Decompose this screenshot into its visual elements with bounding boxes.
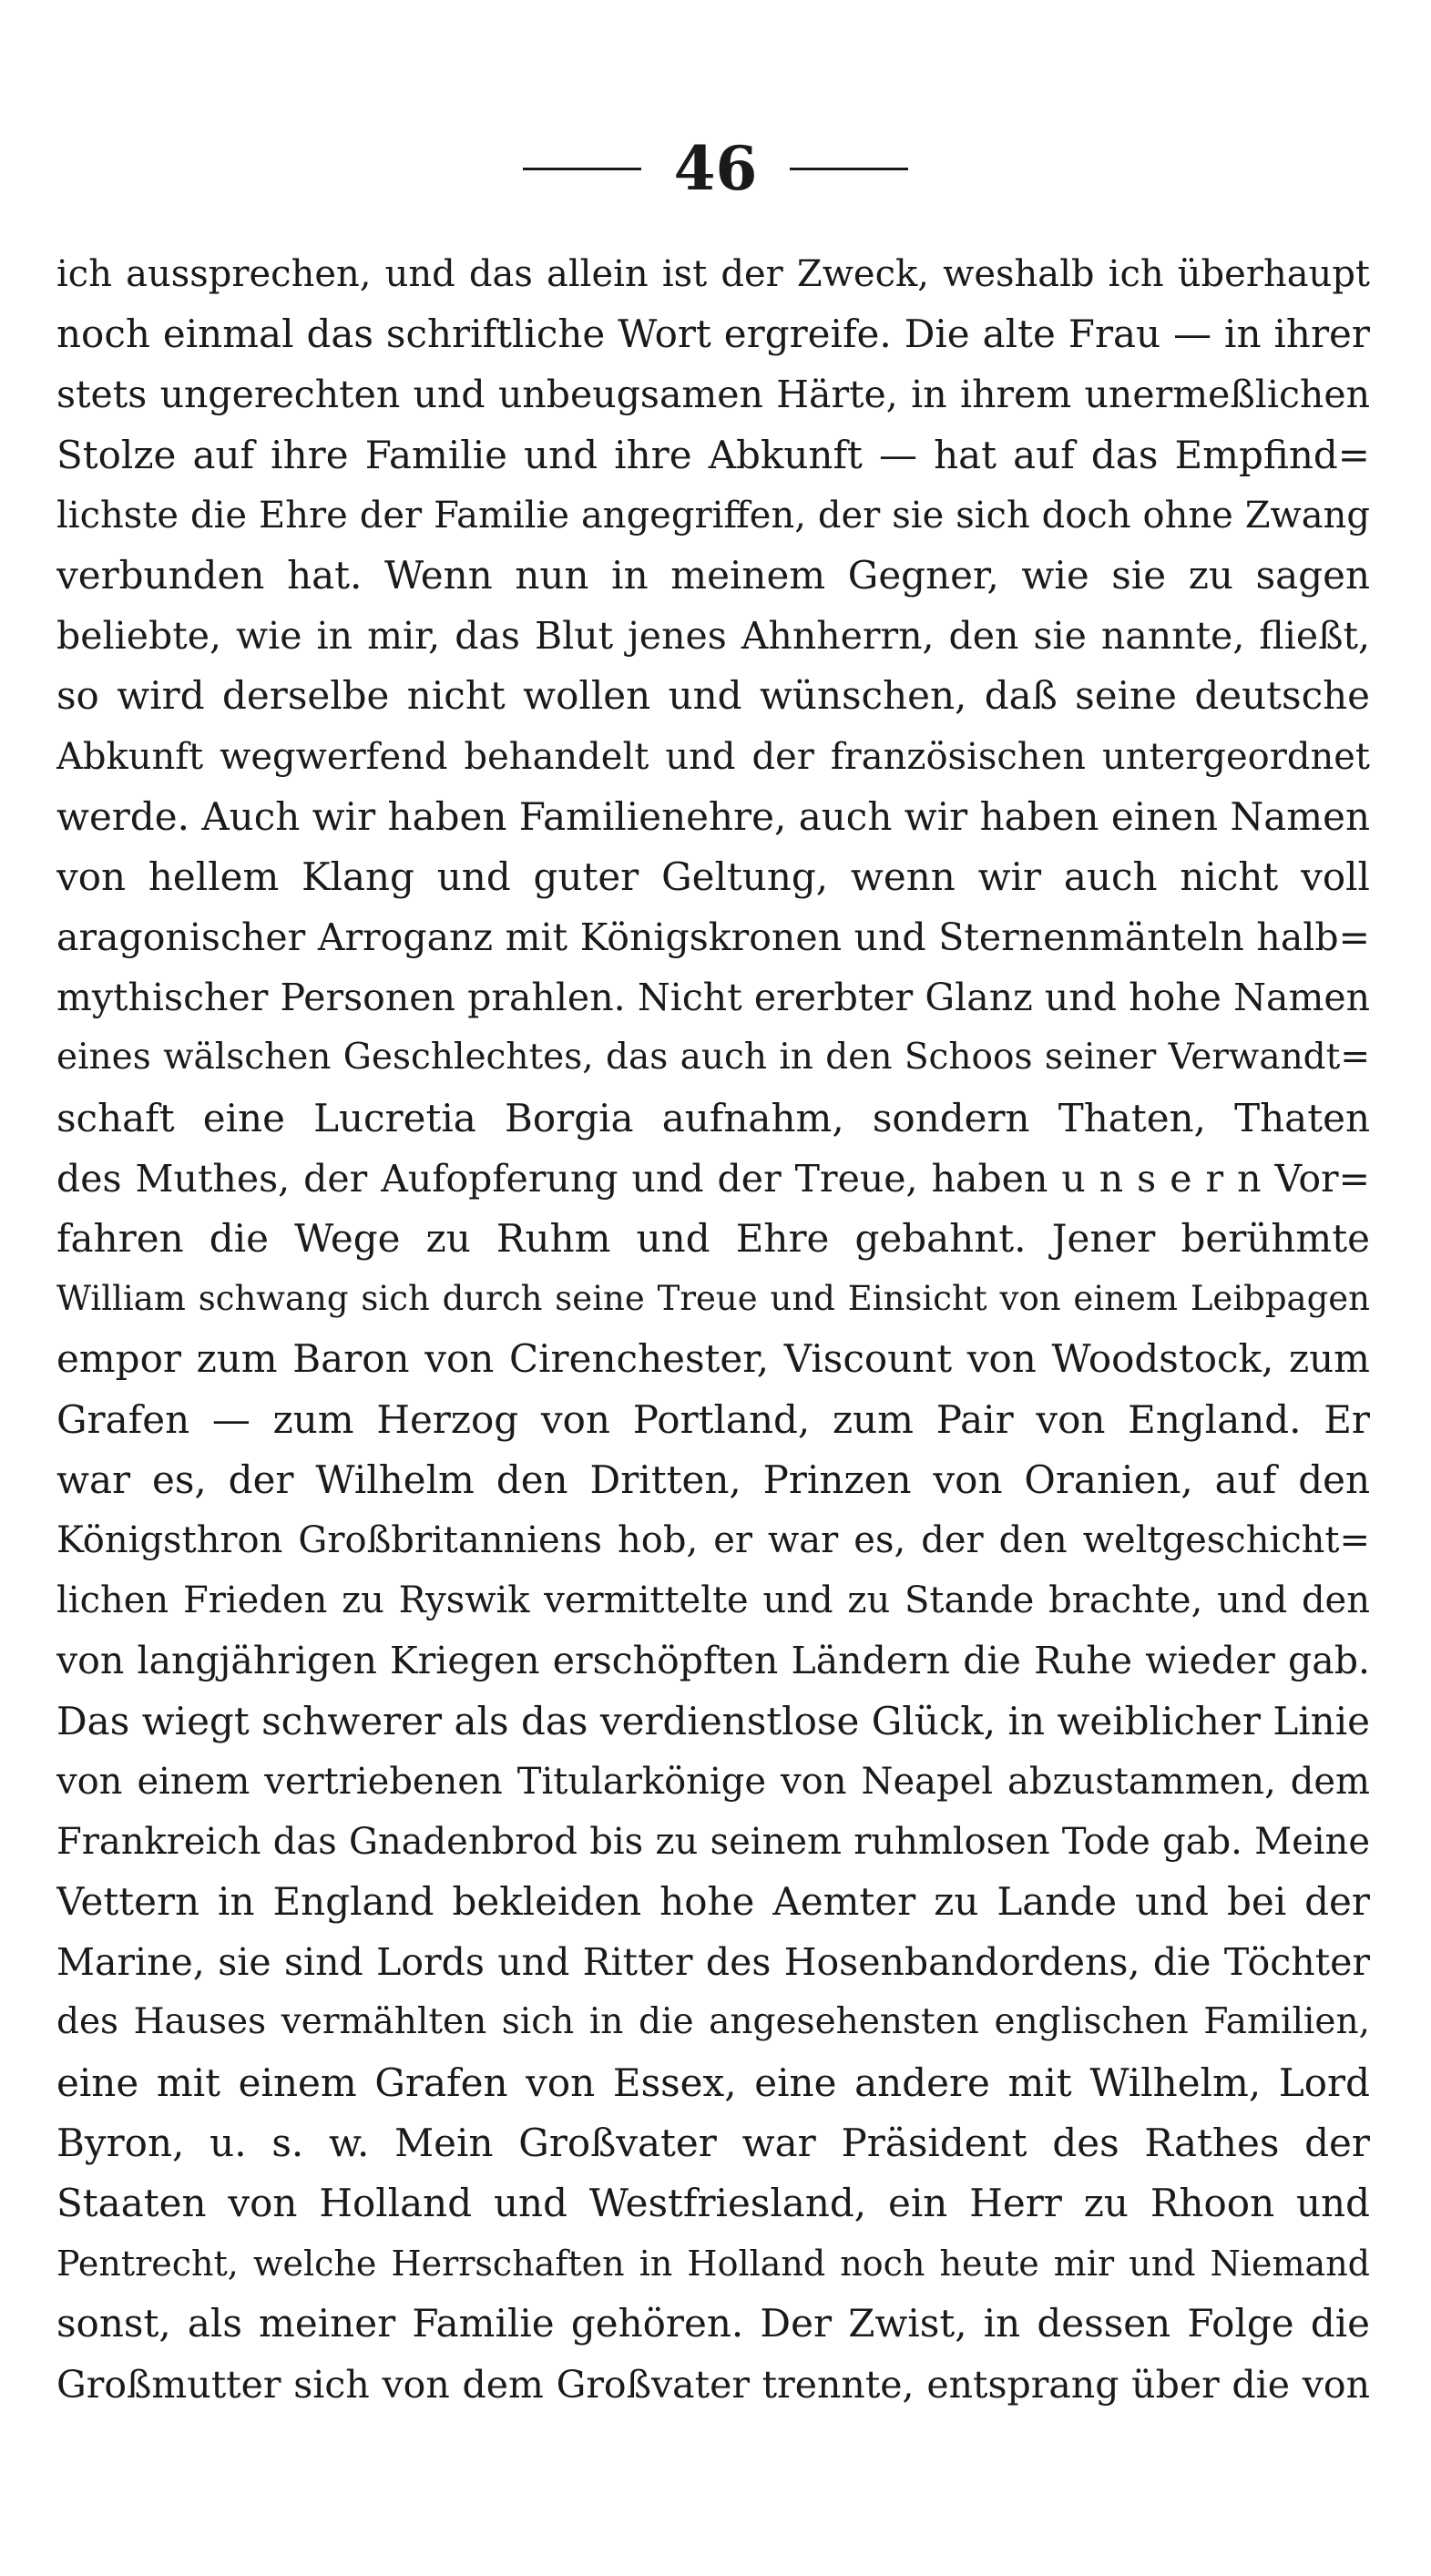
text-line: schaft eine Lucretia Borgia aufnahm, sondern Thaten, Thaten (56, 1095, 1370, 1140)
text-line: des Hauses vermählten sich in die angesehensten englischen Familien, (56, 2001, 1370, 2043)
text-line: fahren die Wege zu Ruhm und Ehre gebahnt. Jener berühmte (56, 1216, 1370, 1261)
text-line: von hellem Klang und guter Geltung, wenn wir auch nicht voll (56, 854, 1370, 899)
text-line: von langjährigen Kriegen erschöpften Ländern die Ruhe wieder gab. (56, 1639, 1370, 1683)
text-line: mythischer Personen prahlen. Nicht ererbter Glanz und hohe Namen (56, 976, 1370, 1020)
text-line: beliebte, wie in mir, das Blut jenes Ahnherrn, den sie nannte, fließt, (56, 614, 1370, 659)
text-line: sonst, als meiner Familie gehören. Der Zwist, in dessen Folge die (56, 2301, 1370, 2346)
text-line: von einem vertriebenen Titularkönige von Neapel abzustammen, dem (56, 1760, 1370, 1803)
text-line: so wird derselbe nicht wollen und wünschen, daß seine deutsche (56, 673, 1370, 719)
text-line: stets ungerechten und unbeugsamen Härte, in ihrem unermeßlichen (56, 373, 1370, 417)
page-number: 46 (673, 133, 758, 204)
text-line: lichste die Ehre der Familie angegriffen, der sie sich doch ohne Zwang (56, 494, 1370, 537)
text-line: Grafen — zum Herzog von Portland, zum Pair von England. Er (56, 1396, 1370, 1442)
text-line: war es, der Wilhelm den Dritten, Prinzen von Oranien, auf den (56, 1457, 1370, 1502)
text-line: eines wälschen Geschlechtes, das auch in den Schoos seiner Verwandt= (56, 1037, 1370, 1078)
text-line: William schwang sich durch seine Treue und Einsicht von einem Leibpagen (56, 1279, 1370, 1319)
text-line: werde. Auch wir haben Familienehre, auch wir haben einen Namen (56, 793, 1370, 839)
text-line: Staaten von Holland und Westfriesland, ein Herr zu Rhoon und (56, 2181, 1370, 2225)
text-line: Großmutter sich von dem Großvater trennte, entsprang über die von (56, 2362, 1370, 2407)
body-text (56, 244, 1370, 2415)
header-rule-right (790, 168, 908, 170)
text-line: lichen Frieden zu Ryswik vermittelte und zu Stande brachte, und den (56, 1579, 1370, 1622)
text-line: empor zum Baron von Cirenchester, Viscount von Woodstock, zum (56, 1336, 1370, 1382)
text-line: Das wiegt schwerer als das verdienstlose Glück, in weiblicher Linie (56, 1698, 1370, 1743)
text-line: Marine, sie sind Lords und Ritter des Hosenbandordens, die Töchter (56, 1940, 1370, 1985)
text-line: Pentrecht, welche Herrschaften in Holland noch heute mir und Niemand (56, 2244, 1370, 2285)
text-line: aragonischer Arroganz mit Königskronen und Sternenmänteln halb= (56, 915, 1370, 960)
text-line: Frankreich das Gnadenbrod bis zu seinem ruhmlosen Tode gab. Meine (56, 1820, 1370, 1863)
text-line: Abkunft wegwerfend behandelt und der französischen untergeordnet (56, 735, 1370, 778)
page-header (0, 128, 1431, 210)
text-line: Vettern in England bekleiden hohe Aemter zu Lande und bei der (56, 1879, 1370, 1925)
text-line: eine mit einem Grafen von Essex, eine andere mit Wilhelm, Lord (56, 2060, 1370, 2105)
header-rule-left (523, 168, 641, 170)
text-line: des Muthes, der Aufopferung und der Treue, haben u n s e r n Vor= (56, 1156, 1370, 1201)
text-line: Königsthron Großbritanniens hob, er war es, der den weltgeschicht= (56, 1518, 1370, 1561)
text-line: Stolze auf ihre Familie und ihre Abkunft — hat auf das Empfind= (56, 432, 1370, 477)
text-line: verbunden hat. Wenn nun in meinem Gegner, wie sie zu sagen (56, 552, 1370, 598)
text-line: noch einmal das schriftliche Wort ergreife. Die alte Frau — in ihrer (56, 312, 1370, 357)
text-line: ich aussprechen, und das allein ist der Zweck, weshalb ich überhaupt (56, 253, 1370, 295)
text-line: Byron, u. s. w. Mein Großvater war Präsident des Rathes der (56, 2120, 1370, 2165)
